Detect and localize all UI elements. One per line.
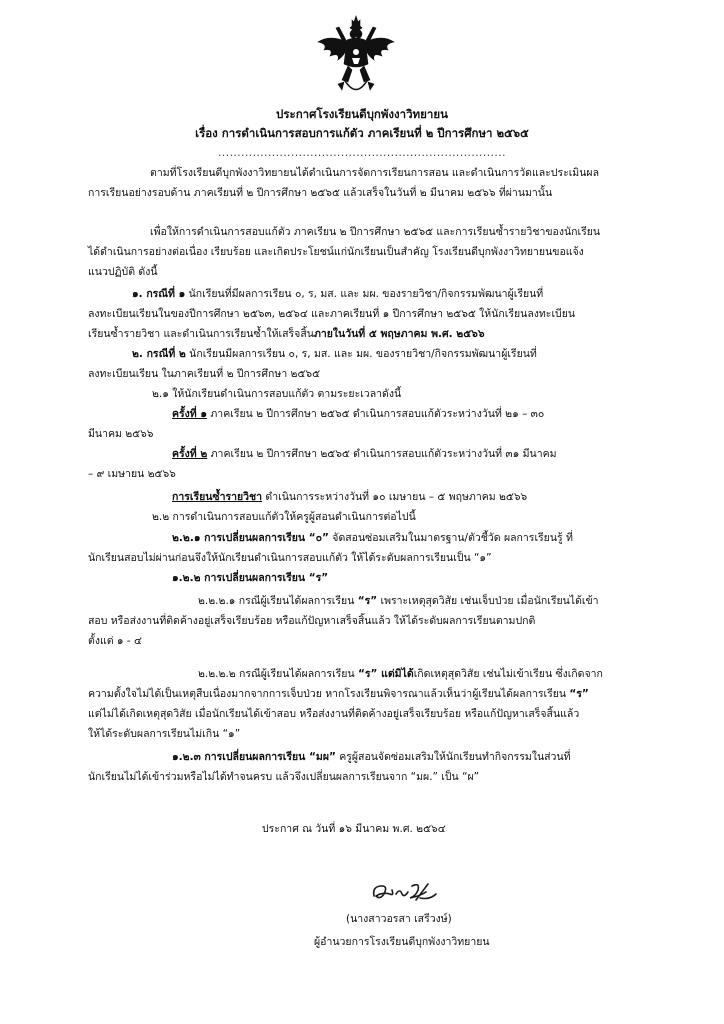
section-2-2-1-line-2: นักเรียนสอบไม่ผ่านก่อนจึงให้นักเรียนดำเนินการสอบแก้ตัว ให้ได้ระดับผลการเรียนเป็น “๑” [88,552,492,564]
clause-1-line-2: ลงทะเบียนเรียนในของปีการศึกษา ๒๕๖๓, ๒๕๖๔ และภาคเรียนที่ ๑ ปีการศึกษา ๒๕๖๕ ให้นักเรียนลงทะเบียน [88,308,576,320]
announcement-date: ประกาศ ณ วันที่ ๑๖ มีนาคม พ.ศ. ๒๕๖๔ [262,823,446,835]
section-2-2-2-2-line-1 [198,667,603,681]
repeat-course-text: ดำเนินการระหว่างวันที่ ๑๐ เมษายน – ๕ พฤษภาคม ๒๕๖๖ [262,491,528,503]
signature-icon [368,878,442,906]
repeat-course-line [172,490,527,504]
signer-title: ผู้อำนวยการโรงเรียนดีบุกพังงาวิทยายน [314,936,490,948]
clause-1-line-3-text: เรียนซ้ำรายวิชา และดำเนินการเรียนซ้ำให้เสร็จสิ้น [88,328,314,340]
title-divider: ........................................................................... [218,147,506,159]
section-2-2-2-2-grade: “ร” แต่มิได้ [357,668,414,680]
section-2-2-2-2-line-2-grade: “ร” [569,688,589,700]
section-2-2-2-1-line-3: ตั้งแต่ ๑ - ๔ [88,635,142,647]
round-1-label: ครั้งที่ ๑ [172,408,208,420]
section-1-2-2-heading [172,571,328,585]
section-2-2-2-1-text-a: ๒.๒.๒.๑ กรณีผู้เรียนได้ผลการเรียน [198,595,358,607]
section-2-2-2-2-line-3: แต่ไม่ได้เกิดเหตุสุดวิสัย เมื่อนักเรียนได้เข้าสอบ หรือส่งงานที่ติดค้างอยู่เสร็จเรียบร้อย หรือแก้ปัญหาเสร็จสิ้นแล้ว [88,708,580,720]
section-2-2-2-1-grade: “ร” [357,595,378,607]
round-2-text: ภาคเรียน ๒ ปีการศึกษา ๒๕๖๕ ดำเนินการสอบแก้ตัวระหว่างวันที่ ๓๑ มีนาคม [207,448,557,460]
clause-1-label: กรณีที่ ๑ [146,288,186,300]
paragraph-2-line-1: เพื่อให้การดำเนินการสอบแก้ตัว ภาคเรียน ๒ ปีการศึกษา ๒๕๖๕ และการเรียนซ้ำรายวิชาของนักเรียน [150,226,601,238]
round-1-text: ภาคเรียน ๒ ปีการศึกษา ๒๕๖๕ ดำเนินการสอบแก้ตัวระหว่างวันที่ ๒๑ – ๓๐ [207,408,545,420]
section-2-1: ๒.๑ ให้นักเรียนดำเนินการสอบแก้ตัว ตามระยะเวลาดังนี้ [152,388,402,400]
section-2-2-2-2-line-2-text: ความตั้งใจไม่ได้เป็นเหตุสืบเนื่องมากจากการเจ็บป่วย หากโรงเรียนพิจารณาแล้วเห็นว่าผู้เรียนได้ผลการเรียน [88,688,570,700]
section-2-2-2-1-text-c: เพราะเหตุสุดวิสัย เช่นเจ็บป่วย เมื่อนักเรียนได้เข้า [377,595,599,607]
round-2-line-2: – ๙ เมษายน ๒๕๖๖ [88,468,176,480]
section-2-2-1-text: จัดสอนซ่อมเสริมในมาตรฐาน/ตัวชี้วัด ผลการเรียนรู้ ที่ [328,532,573,544]
clause-1-line-3 [88,327,485,341]
section-2-2-1-line-1 [172,531,573,545]
section-2-2: ๒.๒ การดำเนินการสอบแก้ตัวให้ครูผู้สอนดำเนินการต่อไปนี้ [152,511,416,523]
clause-1-text: นักเรียนที่มีผลการเรียน ๐, ร, มส. และ มผ. ของรายวิชา/กิจกรรมพัฒนาผู้เรียนที่ [185,288,544,300]
round-1-line-2: มีนาคม ๒๕๖๖ [88,428,154,440]
clause-2-line-1 [132,347,537,361]
round-1-line-1 [172,407,544,421]
clause-1-line-1 [132,287,543,301]
section-1-2-2-heading-text: ๑.๒.๒ การเปลี่ยนผลการเรียน “ร” [172,572,329,584]
clause-1-deadline: ภายในวันที่ ๕ พฤษภาคม พ.ศ. ๒๕๖๖ [313,328,485,340]
garuda-emblem-icon [314,14,398,100]
section-2-2-2-1-line-2: สอบ หรือส่งงานที่ติดค้างอยู่เสร็จเรียบร้อย หรือแก้ปัญหาเสร็จสิ้นแล้ว ให้ได้ระดับผลการเรียนตามปกติ [88,615,536,627]
clause-2-line-2: ลงทะเบียนเรียน ในภาคเรียนที่ ๒ ปีการศึกษา ๒๕๖๕ [88,368,321,380]
section-2-2-2-2-text-a: ๒.๒.๒.๒ กรณีผู้เรียนได้ผลการเรียน [198,668,358,680]
paragraph-1-line-2: การเรียนอย่างรอบด้าน ภาคเรียนที่ ๒ ปีการศึกษา ๒๕๖๕ แล้วเสร็จในวันที่ ๒ มีนาคม ๒๕๖๖ ที่ผ่านมานั้น [88,187,553,199]
round-2-label: ครั้งที่ ๒ [172,448,208,460]
clause-2-number: ๒. [132,348,147,360]
paragraph-1-line-1: ตามที่โรงเรียนดีบุกพังงาวิทยายนได้ดำเนินการจัดการเรียนการสอน และดำเนินการวัดและประเมินผล [150,167,599,179]
section-1-2-3-heading: ๑.๒.๓ การเปลี่ยนผลการเรียน “มผ” [172,751,336,763]
repeat-course-label: การเรียนซ้ำรายวิชา [172,491,263,503]
round-2-line-1 [172,447,557,461]
clause-2-label: กรณีที่ ๒ [146,348,186,360]
announcement-subject: เรื่อง การดำเนินการสอบการแก้ตัว ภาคเรียนที่ ๒ ปีการศึกษา ๒๕๖๕ [195,126,529,140]
paragraph-2-line-2: ได้ดำเนินการอย่างต่อเนื่อง เรียบร้อย และเกิดประโยชน์แก่นักเรียนเป็นสำคัญ โรงเรียนดีบุกพังงาวิทยายนขอแจ้ง [88,246,584,258]
section-2-2-2-2-text-c: เกิดเหตุสุดวิสัย เช่นไม่เข้าเรียน ซึ่งเกิดจาก [413,668,603,680]
section-2-2-2-2-line-4: ให้ได้ระดับผลการเรียนไม่เกิน “๑” [88,728,241,740]
paragraph-2-line-3: แนวปฏิบัติ ดังนี้ [88,266,158,278]
clause-1-number: ๑. [132,288,147,300]
section-1-2-3-line-1 [172,750,571,764]
clause-2-text: นักเรียนมีผลการเรียน ๐, ร, มส. และ มผ. ของรายวิชา/กิจกรรมพัฒนาผู้เรียนที่ [185,348,537,360]
section-1-2-3-line-2: นักเรียนไม่ได้เข้าร่วมหรือไม่ได้ทำจนครบ แล้วจึงเปลี่ยนผลการเรียนจาก “มผ.” เป็น “ผ” [88,771,480,783]
section-2-2-2-1-line-1 [198,594,599,608]
section-2-2-1-heading: ๒.๒.๑ การเปลี่ยนผลการเรียน “๐” [172,532,329,544]
signer-name: (นางสาวอรสา เสรีวงษ์) [346,913,452,925]
section-2-2-2-2-line-2 [88,687,589,701]
section-1-2-3-text: ครูผู้สอนจัดซ่อมเสริมให้นักเรียนทำกิจกรรมในส่วนที่ [335,751,571,763]
announcement-title: ประกาศโรงเรียนดีบุกพังงาวิทยายน [276,107,448,121]
